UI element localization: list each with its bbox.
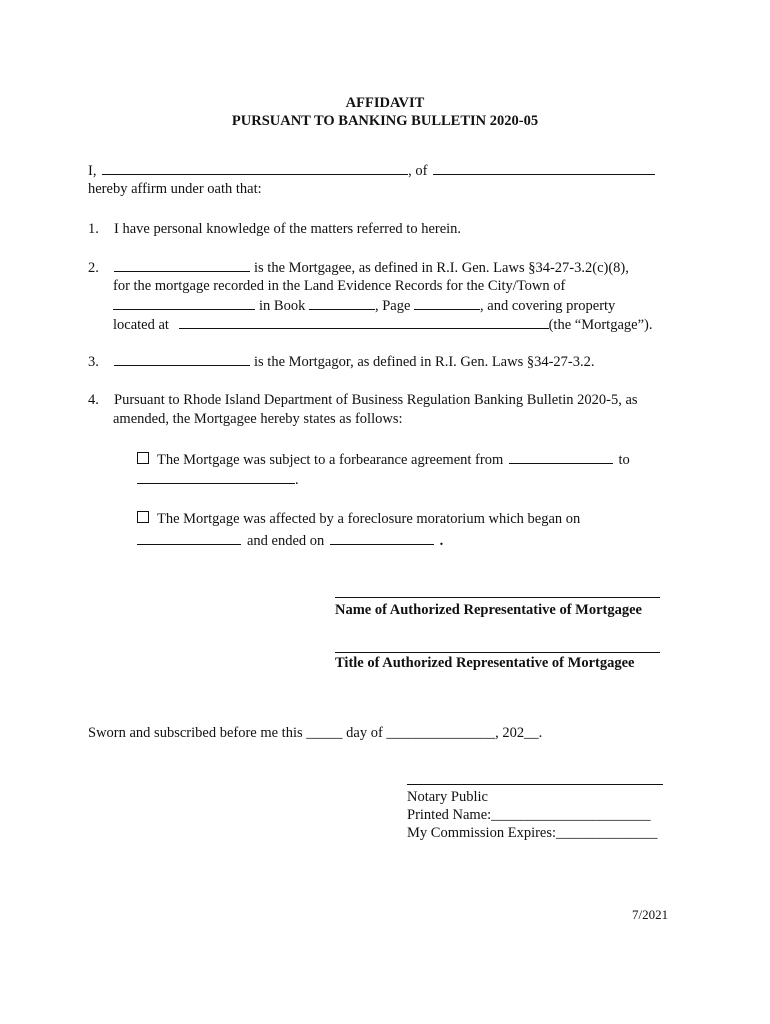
moratorium-ended: and ended on (247, 533, 325, 549)
item-2-text-1: is the Mortgagee, as defined in R.I. Gen. Laws §34-27-3.2(c)(8), (254, 260, 629, 276)
item-1-text: I have personal knowledge of the matters referred to herein. (114, 221, 462, 237)
option-forbearance-line-2 (137, 470, 299, 489)
forbearance-end: . (295, 472, 299, 488)
forbearance-to-field[interactable] (137, 470, 295, 484)
page-field[interactable] (414, 296, 480, 310)
item-2-line-1 (88, 258, 629, 277)
forbearance-to: to (618, 452, 630, 468)
item-4-number: 4. (88, 392, 99, 408)
name-label: Name of Authorized Representative of Mortgagee (335, 602, 642, 618)
moratorium-end: . (439, 533, 444, 549)
item-3-number: 3. (88, 354, 99, 370)
option-forbearance (137, 450, 630, 469)
item-4-line-1 (88, 391, 638, 409)
item-3 (88, 352, 595, 371)
intro-affirm: hereby affirm under oath that: (88, 181, 262, 197)
intro-of: , of (408, 163, 428, 179)
city-town-field[interactable] (113, 296, 255, 310)
document-title: AFFIDAVIT (345, 95, 425, 111)
intro-line (88, 161, 655, 180)
book-field[interactable] (309, 296, 375, 310)
item-3-text: is the Mortgagor, as defined in R.I. Gen. Laws §34-27-3.2. (254, 354, 595, 370)
forbearance-from-field[interactable] (509, 450, 613, 464)
title-label: Title of Authorized Representative of Mortgagee (335, 655, 635, 671)
item-2-located-at: located at (113, 317, 169, 333)
mortgagee-field[interactable] (114, 258, 250, 272)
item-2-number: 2. (88, 260, 99, 276)
name-signature-line[interactable] (335, 597, 660, 598)
moratorium-ended-field[interactable] (330, 531, 434, 545)
item-2-covering: , and covering property (480, 298, 616, 314)
document-subtitle: PURSUANT TO BANKING BULLETIN 2020-05 (231, 113, 539, 129)
notary-commission: My Commission Expires:______________ (407, 825, 658, 841)
property-location-field[interactable] (179, 315, 549, 329)
notary-printed-name: Printed Name:______________________ (407, 807, 651, 823)
item-2-in-book: in Book (259, 298, 306, 314)
affiant-address-field[interactable] (433, 161, 655, 175)
sworn-line: Sworn and subscribed before me this _____ day of _______________, 202__. (88, 725, 543, 741)
title-signature-line[interactable] (335, 652, 660, 653)
item-2-line-4 (113, 315, 652, 334)
forbearance-checkbox[interactable] (137, 452, 149, 464)
notary-public-label: Notary Public (407, 789, 488, 805)
revision-date: 7/2021 (632, 907, 669, 922)
notary-signature-line[interactable] (407, 784, 663, 785)
item-2-line-2: for the mortgage recorded in the Land Evidence Records for the City/Town of (113, 278, 566, 294)
option-moratorium (137, 510, 580, 528)
item-4-line-2: amended, the Mortgagee hereby states as follows: (113, 411, 403, 427)
item-1-number: 1. (88, 221, 99, 237)
affiant-name-field[interactable] (102, 161, 408, 175)
option-moratorium-line-2 (137, 531, 443, 550)
item-1 (88, 220, 461, 238)
item-2-page: , Page (374, 298, 411, 314)
moratorium-began-field[interactable] (137, 531, 241, 545)
item-2-line-3 (113, 296, 615, 315)
item-4-text-1: Pursuant to Rhode Island Department of Business Regulation Banking Bulletin 2020-5, as (114, 392, 638, 408)
moratorium-text: The Mortgage was affected by a foreclosure moratorium which began on (157, 511, 581, 527)
moratorium-checkbox[interactable] (137, 511, 149, 523)
mortgagor-field[interactable] (114, 352, 250, 366)
item-2-mortgage-def: (the “Mortgage”). (548, 317, 653, 333)
forbearance-text: The Mortgage was subject to a forbearance agreement from (157, 452, 504, 468)
intro-prefix: I, (88, 163, 97, 179)
